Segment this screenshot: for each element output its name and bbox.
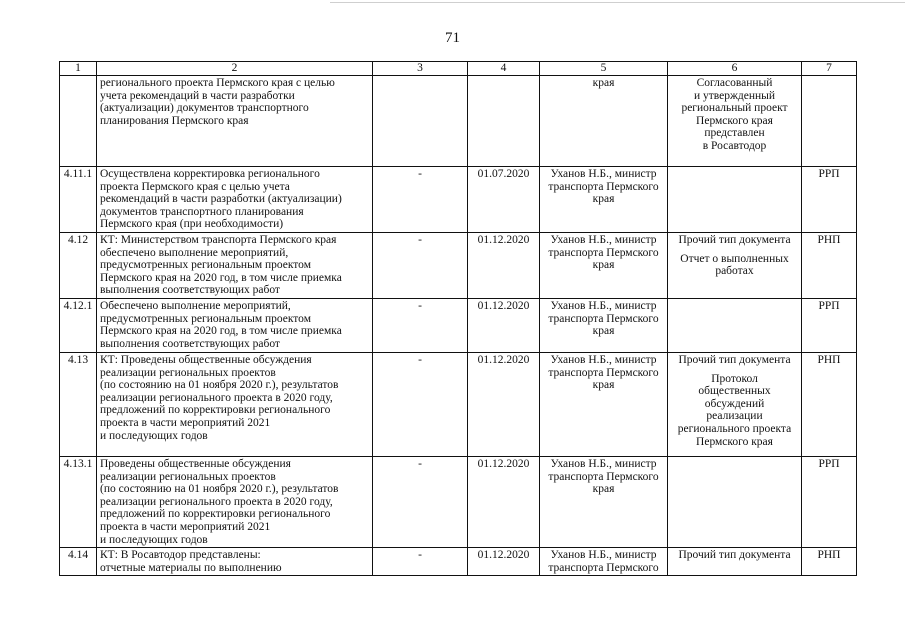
- table-header-row: [60, 62, 857, 76]
- responsible-line: Уханов Н.Б., министр: [550, 549, 657, 562]
- item-date: 01.12.2020: [468, 456, 540, 547]
- responsible-line: Уханов Н.Б., министр: [550, 299, 657, 312]
- table-row: [60, 298, 857, 352]
- result-line: Пермского края: [696, 114, 773, 127]
- column-header-6: 6: [668, 62, 802, 76]
- table-row: [60, 76, 857, 167]
- description-line: отчетные материалы по выполнению: [100, 561, 282, 574]
- description-line: обеспечено выполнение мероприятий,: [100, 246, 289, 259]
- responsible-line: транспорта Пермского: [548, 561, 659, 574]
- responsible-line: края: [592, 259, 615, 272]
- item-col3: -: [373, 298, 468, 352]
- item-responsible: [540, 167, 668, 233]
- item-number: 4.13.1: [60, 456, 97, 547]
- result-line: Протокол: [711, 372, 758, 385]
- responsible-line: Уханов Н.Б., министр: [550, 168, 657, 180]
- description-line: и последующих годов: [100, 533, 208, 546]
- description-line: учета рекомендаций в части разработки: [100, 89, 295, 102]
- result-line: Прочий тип документа: [678, 549, 791, 562]
- plan-table: [59, 61, 857, 576]
- result-line: представлен: [704, 127, 765, 140]
- item-responsible: [540, 456, 668, 547]
- responsible-line: края: [592, 379, 615, 392]
- item-responsible: [540, 232, 668, 298]
- result-line: Прочий тип документа: [678, 233, 791, 246]
- item-result: [668, 76, 802, 167]
- item-description: [97, 76, 373, 167]
- page-number: 71: [445, 30, 460, 46]
- item-type: РРП: [802, 456, 857, 547]
- item-date: 01.12.2020: [468, 548, 540, 576]
- responsible-line: транспорта Пермского: [548, 180, 659, 193]
- item-description: [97, 352, 373, 456]
- description-line: реализации региональных проектов: [100, 366, 276, 379]
- item-type: РРП: [802, 298, 857, 352]
- item-description: [97, 167, 373, 233]
- description-line: проекта Пермского края с целью учета: [100, 180, 290, 193]
- description-line: Проведены общественные обсуждения: [100, 457, 291, 470]
- responsible-line: Уханов Н.Б., министр: [550, 457, 657, 470]
- description-line: проекта в части мероприятий 2021: [100, 520, 271, 533]
- responsible-line: транспорта Пермского: [548, 312, 659, 325]
- result-line: Согласованный: [696, 77, 773, 89]
- description-line: КТ: Проведены общественные обсуждения: [100, 353, 312, 366]
- item-result: [668, 352, 802, 456]
- description-line: предложений по корректировки регионального: [100, 508, 331, 521]
- table-row: [60, 167, 857, 233]
- item-result: [668, 232, 802, 298]
- result-line: и утвержденный: [693, 89, 776, 102]
- item-number: 4.14: [60, 548, 97, 576]
- responsible-line: края: [592, 193, 615, 206]
- item-date: 01.12.2020: [468, 352, 540, 456]
- result-line: регионального проекта: [677, 422, 792, 435]
- item-date: 01.12.2020: [468, 298, 540, 352]
- description-line: реализации региональных проектов: [100, 470, 276, 483]
- item-responsible: [540, 352, 668, 456]
- description-line: предложений по корректировки регионального: [100, 404, 331, 417]
- responsible-line: Уханов Н.Б., министр: [550, 353, 657, 366]
- item-col3: [373, 76, 468, 167]
- description-line: (актуализации) документов транспортного: [100, 102, 309, 115]
- description-line: Осуществлена корректировка регионального: [100, 168, 320, 180]
- column-header-7: 7: [802, 62, 857, 76]
- item-description: [97, 298, 373, 352]
- item-description: [97, 456, 373, 547]
- result-line: Отчет о выполненных: [680, 252, 789, 265]
- item-responsible: [540, 298, 668, 352]
- description-line: реализации регионального проекта в 2020 году,: [100, 391, 333, 404]
- description-line: КТ: Министерством транспорта Пермского края: [100, 233, 337, 246]
- description-line: рекомендаций в части разработки (актуализации): [100, 193, 342, 206]
- description-line: и последующих годов: [100, 429, 208, 442]
- responsible-line: края: [592, 483, 615, 496]
- item-number: 4.11.1: [60, 167, 97, 233]
- table-row: [60, 352, 857, 456]
- item-type: РРП: [802, 167, 857, 233]
- item-date: 01.07.2020: [468, 167, 540, 233]
- description-line: выполнения соответствующих работ: [100, 337, 280, 350]
- result-line: в Росавтодор: [702, 139, 767, 152]
- description-line: реализации регионального проекта в 2020 году,: [100, 495, 333, 508]
- table-row: [60, 548, 857, 576]
- result-line: общественных: [698, 385, 771, 398]
- column-header-2: 2: [97, 62, 373, 76]
- page-top-rule: [330, 2, 905, 3]
- description-line: Пермского края на 2020 год, в том числе приемка: [100, 325, 342, 338]
- description-line: регионального проекта Пермского края с целью: [100, 77, 335, 89]
- description-line: Пермского края (при необходимости): [100, 218, 284, 231]
- item-col3: -: [373, 456, 468, 547]
- responsible-line: края: [592, 77, 615, 89]
- result-line: работах: [715, 265, 754, 278]
- item-result: [668, 548, 802, 576]
- item-col3: -: [373, 548, 468, 576]
- item-responsible: [540, 76, 668, 167]
- responsible-line: транспорта Пермского: [548, 246, 659, 259]
- description-line: документов транспортного планирования: [100, 205, 304, 218]
- responsible-line: края: [592, 325, 615, 338]
- result-line: региональный проект: [681, 102, 788, 115]
- item-description: [97, 232, 373, 298]
- column-header-1: 1: [60, 62, 97, 76]
- item-type: РНП: [802, 352, 857, 456]
- description-line: (по состоянию на 01 ноября 2020 г.), результатов: [100, 379, 339, 392]
- result-line: Прочий тип документа: [678, 353, 791, 366]
- item-date: [468, 76, 540, 167]
- responsible-line: транспорта Пермского: [548, 470, 659, 483]
- item-responsible: [540, 548, 668, 576]
- item-col3: -: [373, 167, 468, 233]
- item-type: РНП: [802, 232, 857, 298]
- item-number: 4.12: [60, 232, 97, 298]
- description-line: КТ: В Росавтодор представлены:: [100, 549, 261, 562]
- table-body: [60, 76, 857, 576]
- column-header-5: 5: [540, 62, 668, 76]
- item-result: [668, 456, 802, 547]
- responsible-line: транспорта Пермского: [548, 366, 659, 379]
- column-header-3: 3: [373, 62, 468, 76]
- description-line: предусмотренных региональным проектом: [100, 259, 311, 272]
- result-line: реализации: [706, 410, 763, 423]
- result-line: Пермского края: [696, 435, 773, 448]
- description-line: (по состоянию на 01 ноября 2020 г.), результатов: [100, 483, 339, 496]
- description-line: проекта в части мероприятий 2021: [100, 416, 271, 429]
- item-date: 01.12.2020: [468, 232, 540, 298]
- item-number: [60, 76, 97, 167]
- table-row: [60, 456, 857, 547]
- responsible-line: Уханов Н.Б., министр: [550, 233, 657, 246]
- description-line: выполнения соответствующих работ: [100, 284, 280, 297]
- item-type: [802, 76, 857, 167]
- item-col3: -: [373, 232, 468, 298]
- item-col3: -: [373, 352, 468, 456]
- item-number: 4.12.1: [60, 298, 97, 352]
- description-line: Обеспечено выполнение мероприятий,: [100, 299, 291, 312]
- description-line: Пермского края на 2020 год, в том числе приемка: [100, 271, 342, 284]
- item-description: [97, 548, 373, 576]
- description-line: планирования Пермского края: [100, 114, 249, 127]
- result-line: обсуждений: [704, 397, 765, 410]
- item-type: РНП: [802, 548, 857, 576]
- item-result: [668, 298, 802, 352]
- column-header-4: 4: [468, 62, 540, 76]
- item-result: [668, 167, 802, 233]
- item-number: 4.13: [60, 352, 97, 456]
- description-line: предусмотренных региональным проектом: [100, 312, 311, 325]
- table-row: [60, 232, 857, 298]
